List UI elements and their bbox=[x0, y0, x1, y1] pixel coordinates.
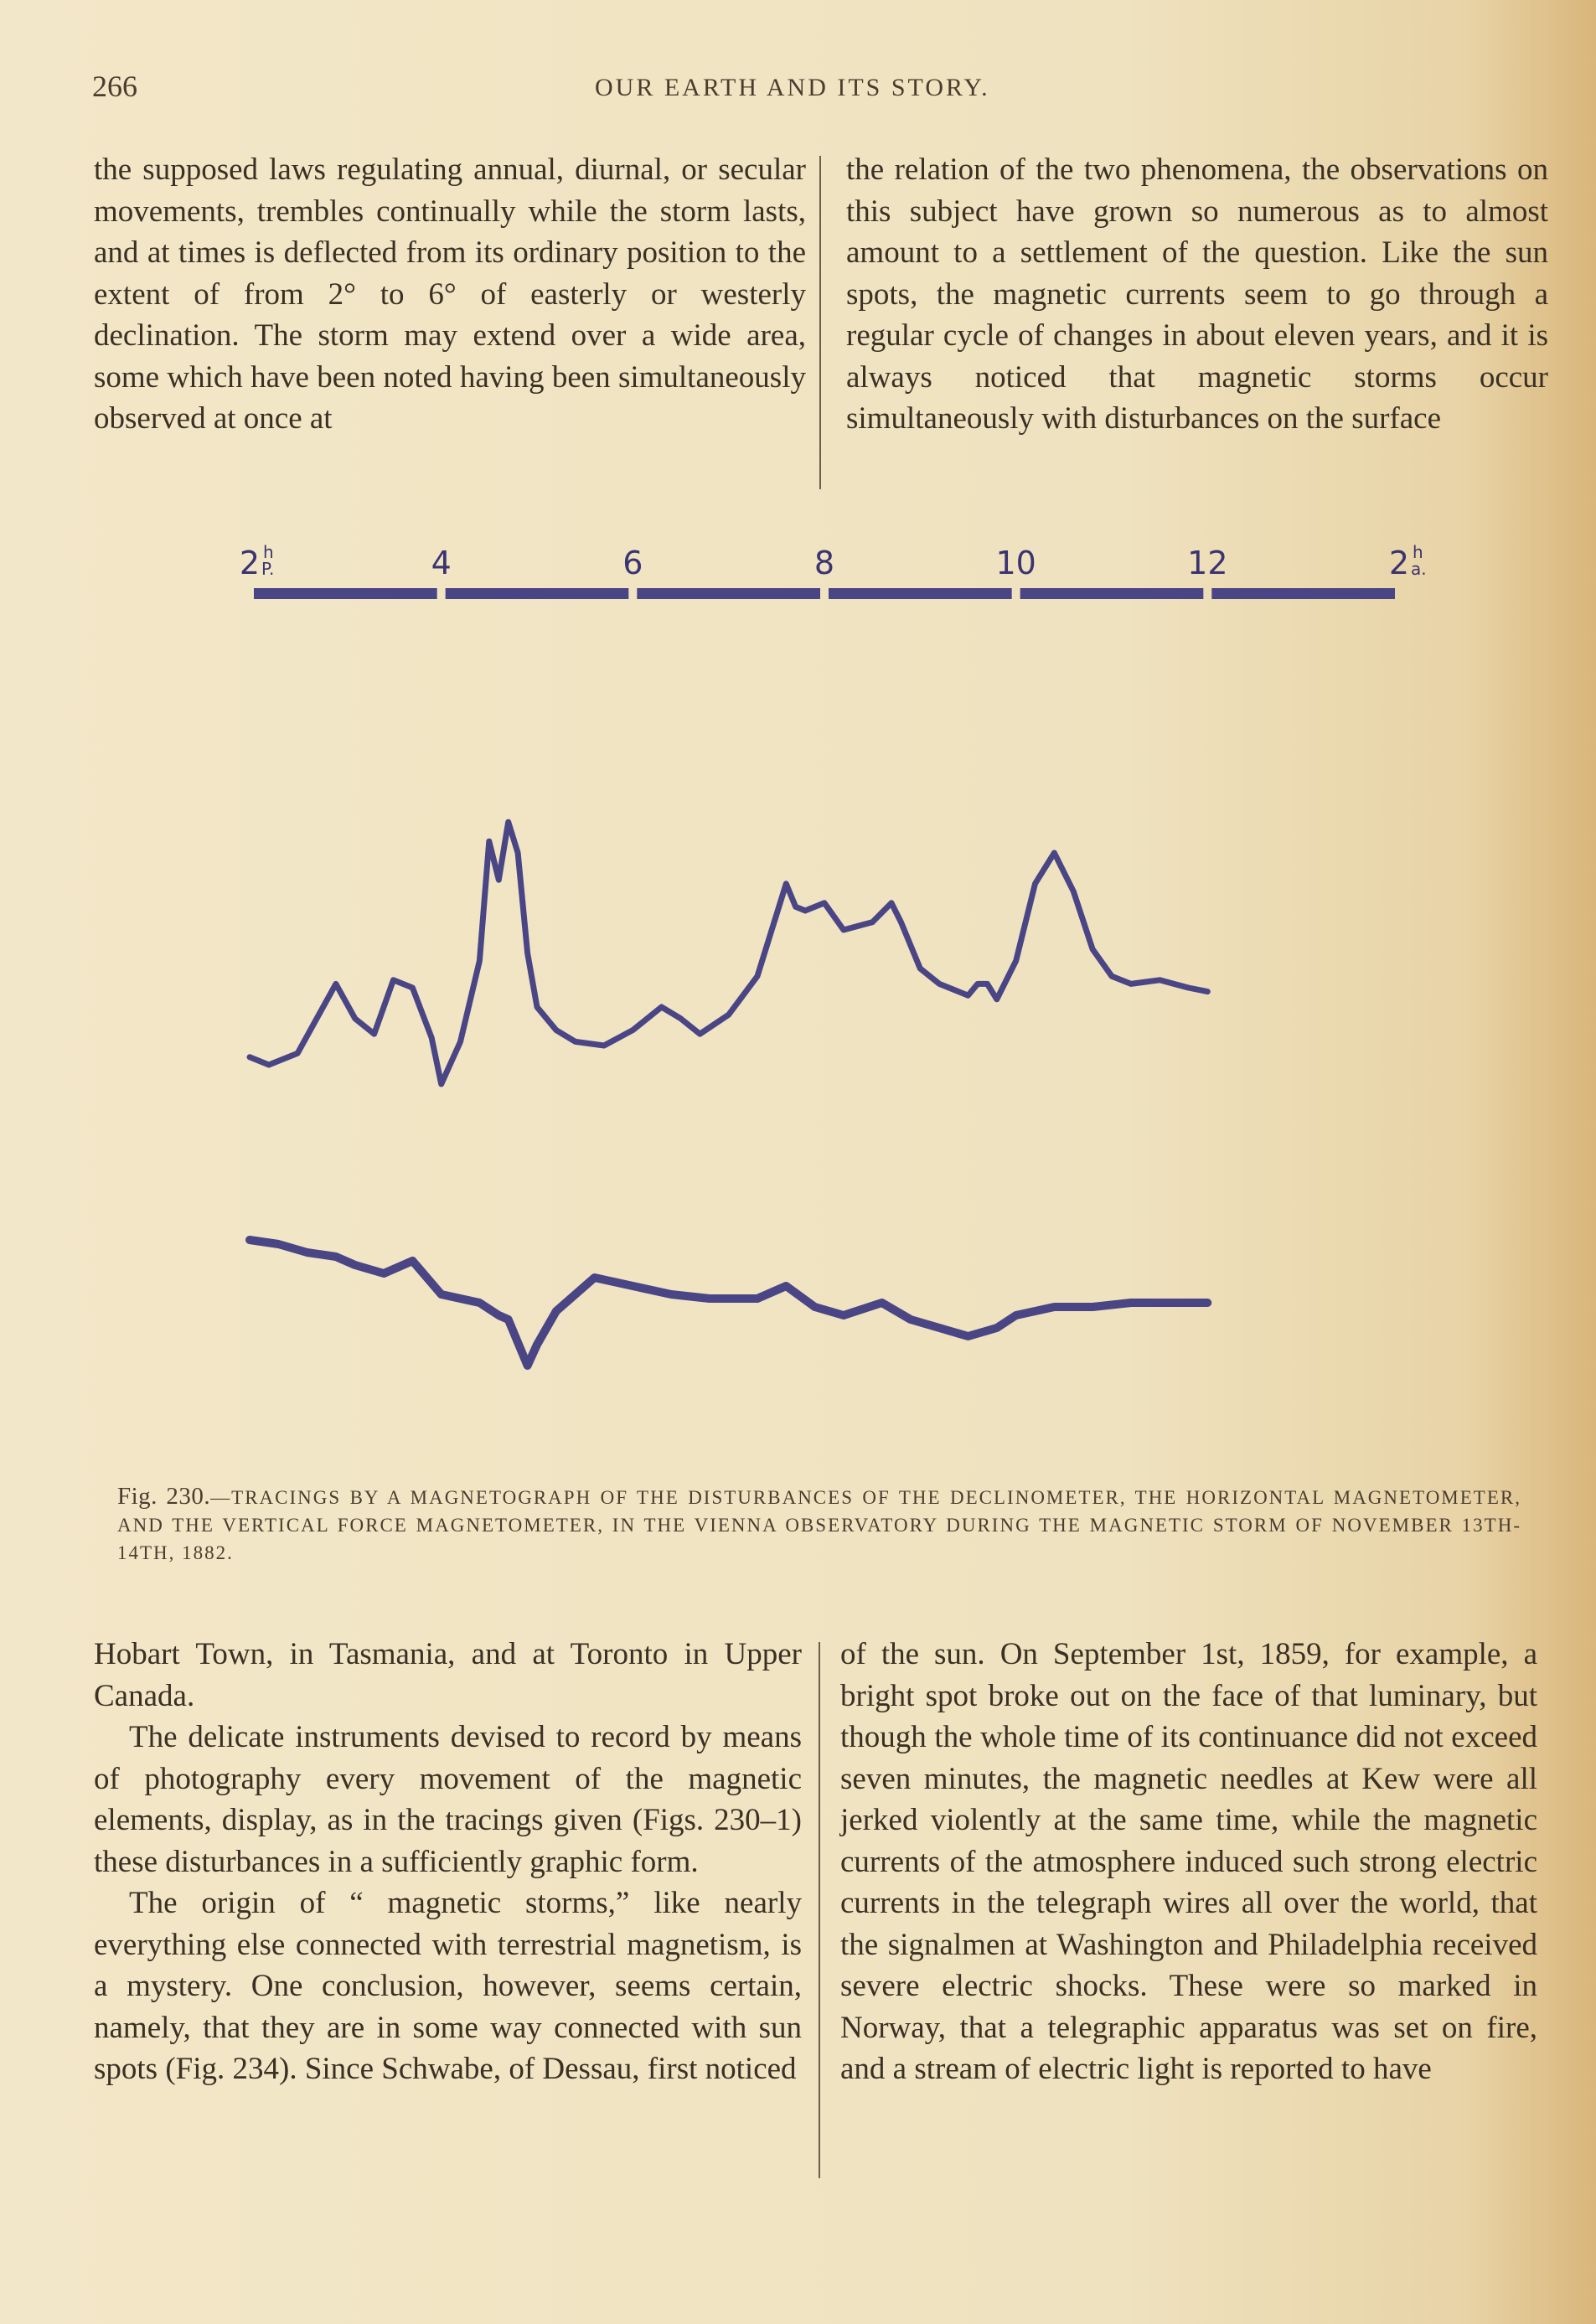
top-right-column bbox=[846, 149, 1548, 440]
time-axis-tick-subscript: a. bbox=[1411, 559, 1427, 579]
caption-text: —TRACINGS BY A MAGNETOGRAPH OF THE DISTURBANCES OF THE DECLINOMETER, THE HORIZONTAL MAGNETOMETER, AND THE VERTICAL FORCE MAGNETOMETER, IN THE VIENNA OBSERVATORY DURING THE MAGNETIC STORM OF NOVEMBER 13TH-14TH, 1882. bbox=[117, 1487, 1522, 1563]
bottom-left-column bbox=[94, 1634, 802, 2090]
paragraph: Hobart Town, in Tasmania, and at Toronto in Upper Canada. bbox=[94, 1637, 802, 1713]
paragraph: of the sun. On September 1st, 1859, for example, a bright spot broke out on the face of that luminary, but though the whole time of its continuance did not exceed seven minutes, the magnetic needles at Kew were all jerked violently at the same time, while the magnetic currents of the atmosphere induced such strong electric currents in the telegraph wires all over the world, that the signalmen at Washington and Philadelphia received severe electric shocks. These were so marked in Norway, that a telegraphic apparatus was set on fire, and a stream of electric light is reported to have bbox=[840, 1637, 1537, 2086]
trace-declinometer bbox=[250, 822, 1207, 1084]
time-axis-tick-label: 10 bbox=[995, 545, 1036, 581]
time-axis-segment bbox=[829, 588, 1012, 599]
time-axis-tick-label: 6 bbox=[622, 545, 643, 581]
time-axis-tick-label: 8 bbox=[813, 545, 835, 581]
time-axis-segment bbox=[637, 588, 820, 599]
time-axis-tick-subscript: P. bbox=[261, 559, 275, 579]
column-divider-bottom bbox=[819, 1642, 820, 2178]
time-axis-tick-superscript: h bbox=[1413, 542, 1423, 562]
time-axis-tick-label: 12 bbox=[1187, 545, 1228, 581]
time-axis-tick-label: 2 bbox=[239, 545, 261, 581]
magnetograph-chart bbox=[209, 536, 1433, 1483]
page-number: 266 bbox=[92, 70, 137, 103]
column-divider-top bbox=[819, 156, 821, 489]
trace-horizontal-magnetometer bbox=[250, 1240, 1207, 1366]
paragraph: the supposed laws regulating annual, diurnal, or secular movements, trembles continually while the storm lasts, and at times is deflected from its ordinary position to the extent of from 2° to 6° of easterly or westerly declination. The storm may extend over a wide area, some which have been noted having been simultaneously observed at once at bbox=[94, 152, 806, 436]
caption-label: Fig. 230. bbox=[117, 1483, 211, 1510]
time-axis-segment bbox=[1211, 588, 1395, 599]
time-axis-tick-label: 4 bbox=[431, 545, 452, 581]
running-title: OUR EARTH AND ITS STORY. bbox=[595, 74, 990, 101]
time-axis-tick-label: 2 bbox=[1388, 545, 1410, 581]
time-axis-segment bbox=[1020, 588, 1204, 599]
figure-caption bbox=[117, 1483, 1521, 1567]
running-head bbox=[92, 69, 1445, 111]
paragraph: The delicate instruments devised to record by means of photography every movement of the magnetic elements, display, as in the tracings given (Figs. 230–1) these disturbances in a sufficiently graphic form. bbox=[94, 1720, 802, 1879]
time-axis-segment bbox=[446, 588, 629, 599]
time-axis-tick-superscript: h bbox=[263, 542, 274, 562]
paragraph: the relation of the two phenomena, the observations on this subject have grown so numerous as to almost amount to a settlement of the question. Like the sun spots, the magnetic currents seem to go through a regular cycle of changes in about eleven years, and it is always noticed that magnetic storms occur simultaneously with disturbances on the surface bbox=[846, 152, 1548, 436]
top-left-column bbox=[94, 149, 806, 440]
time-axis-segment bbox=[254, 588, 437, 599]
bottom-right-column bbox=[840, 1634, 1537, 2090]
paragraph: The origin of “ magnetic storms,” like nearly everything else connected with terrestrial magnetism, is a mystery. One conclusion, however, seems certain, namely, that they are in some way connected with sun spots (Fig. 234). Since Schwabe, of Dessau, first noticed bbox=[94, 1886, 802, 2086]
magnetograph-figure bbox=[209, 536, 1433, 1483]
